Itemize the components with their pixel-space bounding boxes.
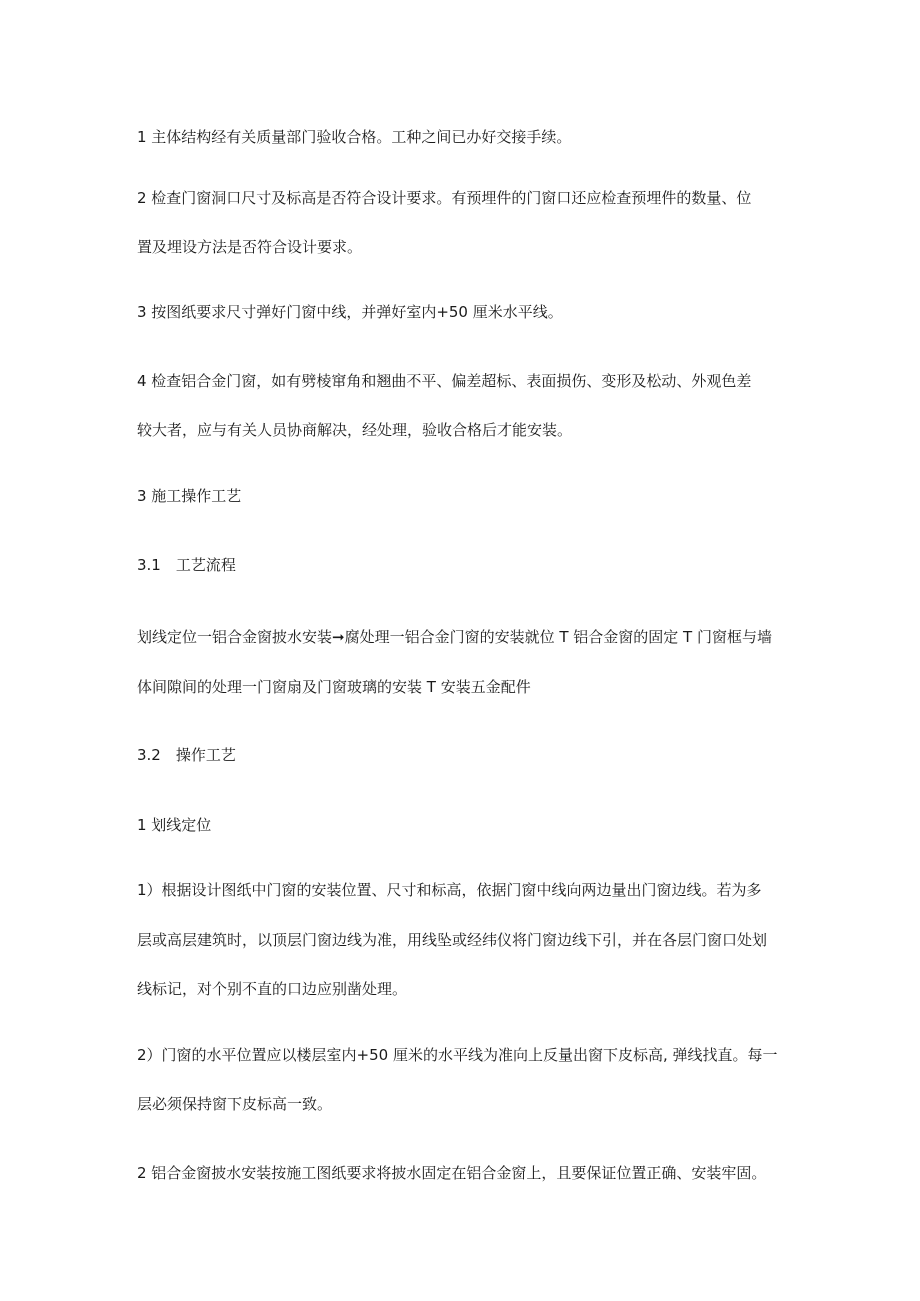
text-line: 层必须保持窗下皮标高一致。 (137, 1095, 333, 1113)
text-line: 4 检查铝合金门窗，如有劈棱窜角和翘曲不平、偏差超标、表面损伤、变形及松动、外观色差 (137, 372, 752, 390)
text-line: 层或高层建筑时，以顶层门窗边线为准，用线坠或经纬仪将门窗边线下引，并在各层门窗口处划 (137, 931, 768, 949)
text-line: 1 主体结构经有关质量部门验收合格。工种之间已办好交接手续。 (137, 128, 572, 146)
text-line: 2）门窗的水平位置应以楼层室内+50 厘米的水平线为准向上反量出窗下皮标高, 弹线找直。每一 (137, 1046, 778, 1064)
section-heading: 3 施工操作工艺 (137, 487, 242, 505)
subsection-heading: 3.2 操作工艺 (137, 746, 236, 764)
text-line: 划线定位一铝合金窗披水安装➞腐处理一铝合金门窗的安装就位 T 铝合金窗的固定 T 门窗框与墙 (137, 628, 772, 646)
text-line: 3 按图纸要求尺寸弹好门窗中线，并弹好室内+50 厘米水平线。 (137, 303, 563, 321)
text-line: 置及埋设方法是否符合设计要求。 (137, 238, 363, 256)
item-heading: 1 划线定位 (137, 816, 212, 834)
text-line: 1）根据设计图纸中门窗的安装位置、尺寸和标高，依据门窗中线向两边量出门窗边线。若为多 (137, 881, 762, 899)
text-line: 线标记，对个别不直的口边应别凿处理。 (137, 980, 408, 998)
text-line: 体间隙间的处理一门窗扇及门窗玻璃的安装 T 安装五金配件 (137, 678, 531, 696)
subsection-heading: 3.1 工艺流程 (137, 556, 236, 574)
text-line: 2 铝合金窗披水安装按施工图纸要求将披水固定在铝合金窗上，且要保证位置正确、安装牢固。 (137, 1164, 767, 1182)
text-line: 2 检查门窗洞口尺寸及标高是否符合设计要求。有预埋件的门窗口还应检查预埋件的数量、位 (137, 189, 752, 207)
text-line: 较大者，应与有关人员协商解决，经处理，验收合格后才能安装。 (137, 421, 573, 439)
